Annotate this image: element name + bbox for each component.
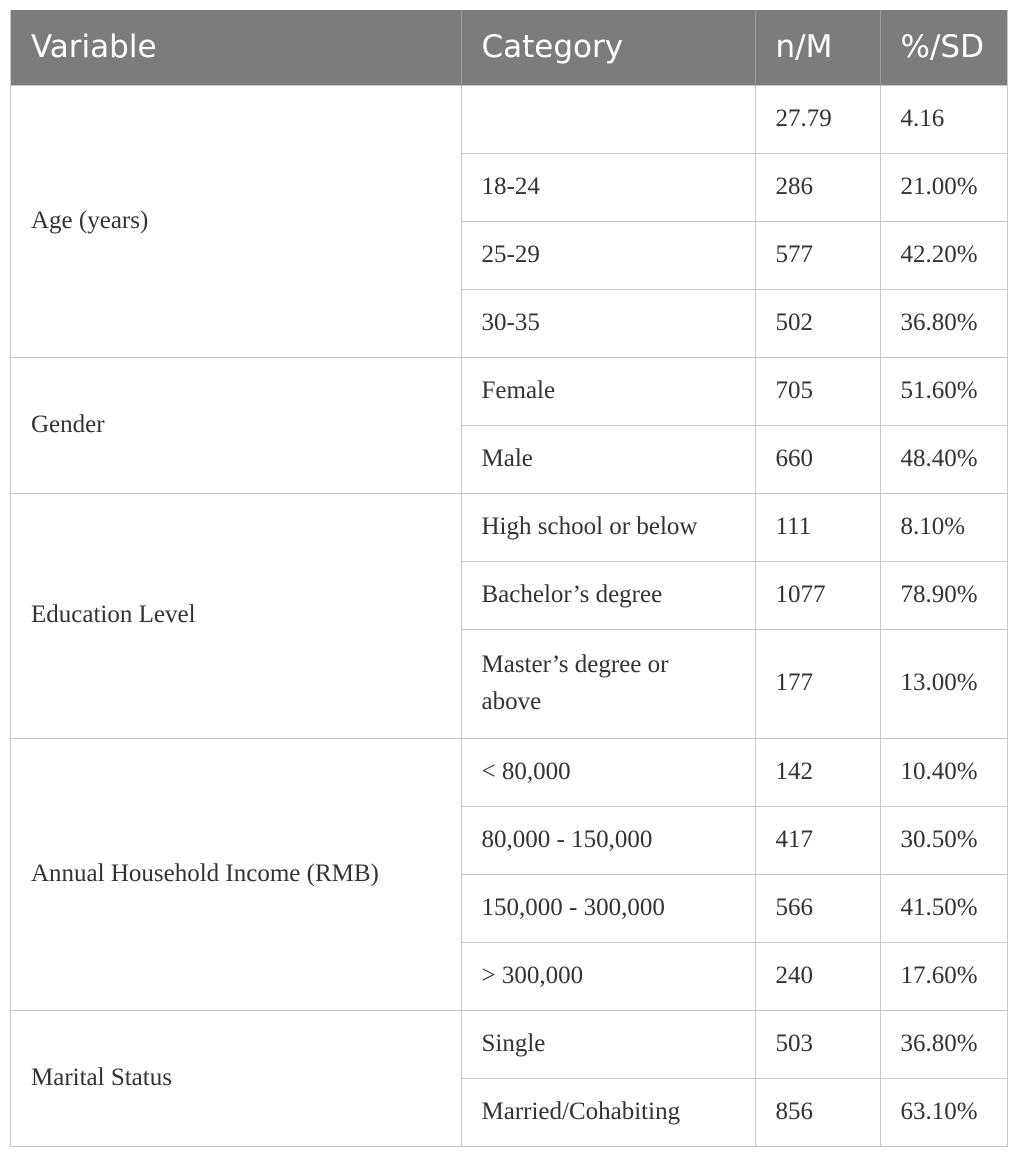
variable-education: Education Level: [11, 493, 461, 738]
n-cell: 111: [755, 493, 880, 561]
pct-cell: 78.90%: [880, 561, 1007, 629]
n-cell: 142: [755, 738, 880, 806]
variable-income: Annual Household Income (RMB): [11, 738, 461, 1010]
table-body: [11, 85, 1007, 1146]
category-cell: Female: [461, 357, 755, 425]
pct-cell: 36.80%: [880, 289, 1007, 357]
table-row: [11, 85, 1007, 153]
header-category: Category: [461, 10, 755, 85]
header-pct-sd: %/SD: [880, 10, 1007, 85]
pct-cell: 42.20%: [880, 221, 1007, 289]
pct-cell: 17.60%: [880, 942, 1007, 1010]
pct-cell: 10.40%: [880, 738, 1007, 806]
n-cell: 566: [755, 874, 880, 942]
pct-cell: 8.10%: [880, 493, 1007, 561]
category-cell: 18-24: [461, 153, 755, 221]
variable-age: Age (years): [11, 85, 461, 357]
header-variable: Variable: [11, 10, 461, 85]
variable-gender: Gender: [11, 357, 461, 493]
pct-cell: 30.50%: [880, 806, 1007, 874]
demographics-table-container: [10, 10, 1008, 1147]
n-cell: 660: [755, 425, 880, 493]
table-header: [11, 10, 1007, 85]
pct-cell: 63.10%: [880, 1078, 1007, 1146]
category-cell: High school or below: [461, 493, 755, 561]
pct-cell: 51.60%: [880, 357, 1007, 425]
category-cell: < 80,000: [461, 738, 755, 806]
n-cell: 240: [755, 942, 880, 1010]
category-cell: 30-35: [461, 289, 755, 357]
table-row: [11, 493, 1007, 561]
n-cell: 503: [755, 1010, 880, 1078]
category-cell: Single: [461, 1010, 755, 1078]
category-cell: 150,000 - 300,000: [461, 874, 755, 942]
variable-marital: Marital Status: [11, 1010, 461, 1146]
category-cell: > 300,000: [461, 942, 755, 1010]
n-cell: 1077: [755, 561, 880, 629]
pct-cell: 4.16: [880, 85, 1007, 153]
category-cell: [461, 85, 755, 153]
n-cell: 577: [755, 221, 880, 289]
n-cell: 417: [755, 806, 880, 874]
pct-cell: 36.80%: [880, 1010, 1007, 1078]
n-cell: 177: [755, 629, 880, 738]
pct-cell: 41.50%: [880, 874, 1007, 942]
pct-cell: 21.00%: [880, 153, 1007, 221]
table-row: [11, 1010, 1007, 1078]
n-cell: 705: [755, 357, 880, 425]
category-cell: Married/Cohabiting: [461, 1078, 755, 1146]
n-cell: 856: [755, 1078, 880, 1146]
category-cell: Bachelor’s degree: [461, 561, 755, 629]
table-row: [11, 738, 1007, 806]
category-cell: Male: [461, 425, 755, 493]
n-cell: 502: [755, 289, 880, 357]
demographics-table: [11, 10, 1007, 1146]
n-cell: 27.79: [755, 85, 880, 153]
category-cell: Master’s degree or above: [461, 629, 755, 738]
pct-cell: 13.00%: [880, 629, 1007, 738]
n-cell: 286: [755, 153, 880, 221]
category-cell: 25-29: [461, 221, 755, 289]
header-row: [11, 10, 1007, 85]
pct-cell: 48.40%: [880, 425, 1007, 493]
header-n-m: n/M: [755, 10, 880, 85]
category-cell: 80,000 - 150,000: [461, 806, 755, 874]
table-row: [11, 357, 1007, 425]
